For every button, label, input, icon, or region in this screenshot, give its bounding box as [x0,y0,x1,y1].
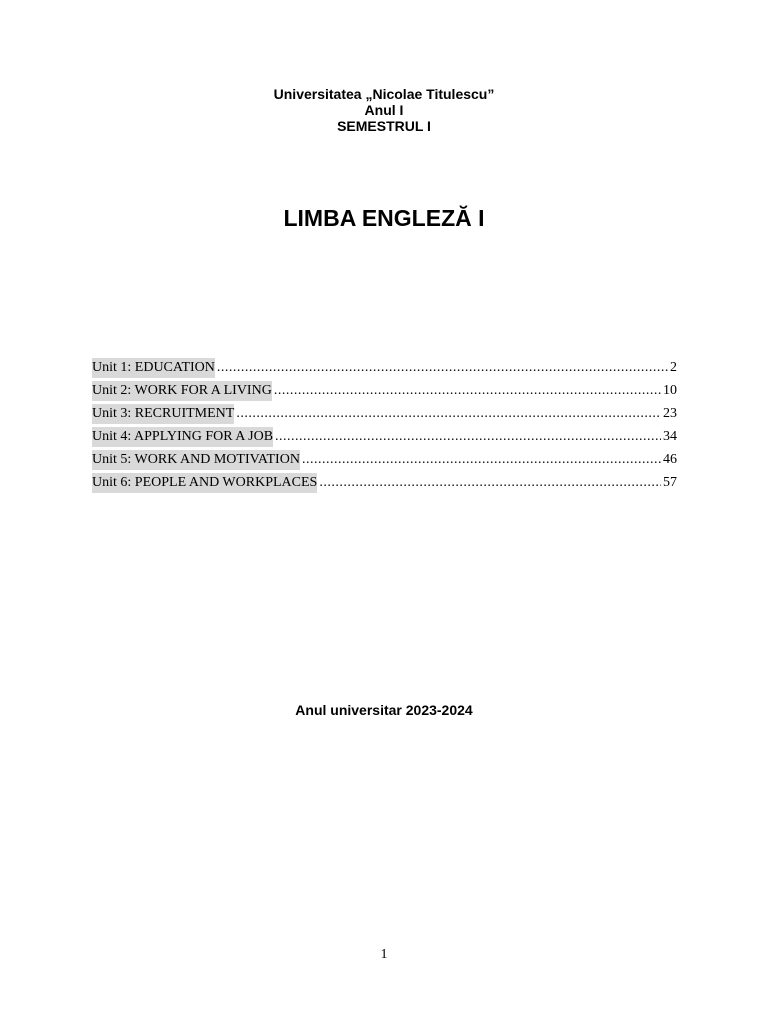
toc-entry-label[interactable]: Unit 5: WORK AND MOTIVATION [92,450,300,470]
study-year: Anul I [364,102,404,118]
toc-entry-unit-2[interactable] [92,381,677,404]
toc-entry-page: 57 [663,475,677,490]
toc-entry-unit-1[interactable] [92,358,677,381]
toc-entry-label[interactable]: Unit 3: RECRUITMENT [92,404,234,424]
toc-entry-unit-5[interactable] [92,450,677,473]
toc-entry-page: 34 [663,429,677,444]
toc-entry-unit-6[interactable] [92,473,677,496]
table-of-contents [92,358,677,496]
toc-entry-unit-4[interactable] [92,427,677,450]
page-number: 1 [380,947,388,962]
university-name: Universitatea „Nicolae Titulescu” [273,86,495,102]
semester: SEMESTRUL I [337,118,431,134]
toc-dot-leader [319,473,661,493]
toc-entry-unit-3[interactable] [92,404,677,427]
toc-entry-label[interactable]: Unit 4: APPLYING FOR A JOB [92,427,273,447]
toc-entry-page: 46 [663,452,677,467]
toc-dot-leader [274,381,661,401]
document-title: LIMBA ENGLEZĂ I [283,205,485,231]
toc-dot-leader [302,450,661,470]
toc-entry-label[interactable]: Unit 2: WORK FOR A LIVING [92,381,272,401]
toc-dot-leader [236,404,661,424]
academic-year: Anul universitar 2023-2024 [295,702,473,718]
toc-dot-leader [275,427,661,447]
toc-entry-page: 2 [670,360,677,375]
toc-entry-label[interactable]: Unit 1: EDUCATION [92,358,215,378]
toc-entry-page: 10 [663,383,677,398]
toc-entry-label[interactable]: Unit 6: PEOPLE AND WORKPLACES [92,473,317,493]
toc-dot-leader [217,358,668,378]
document-header [0,86,768,134]
toc-entry-page: 23 [663,406,677,421]
